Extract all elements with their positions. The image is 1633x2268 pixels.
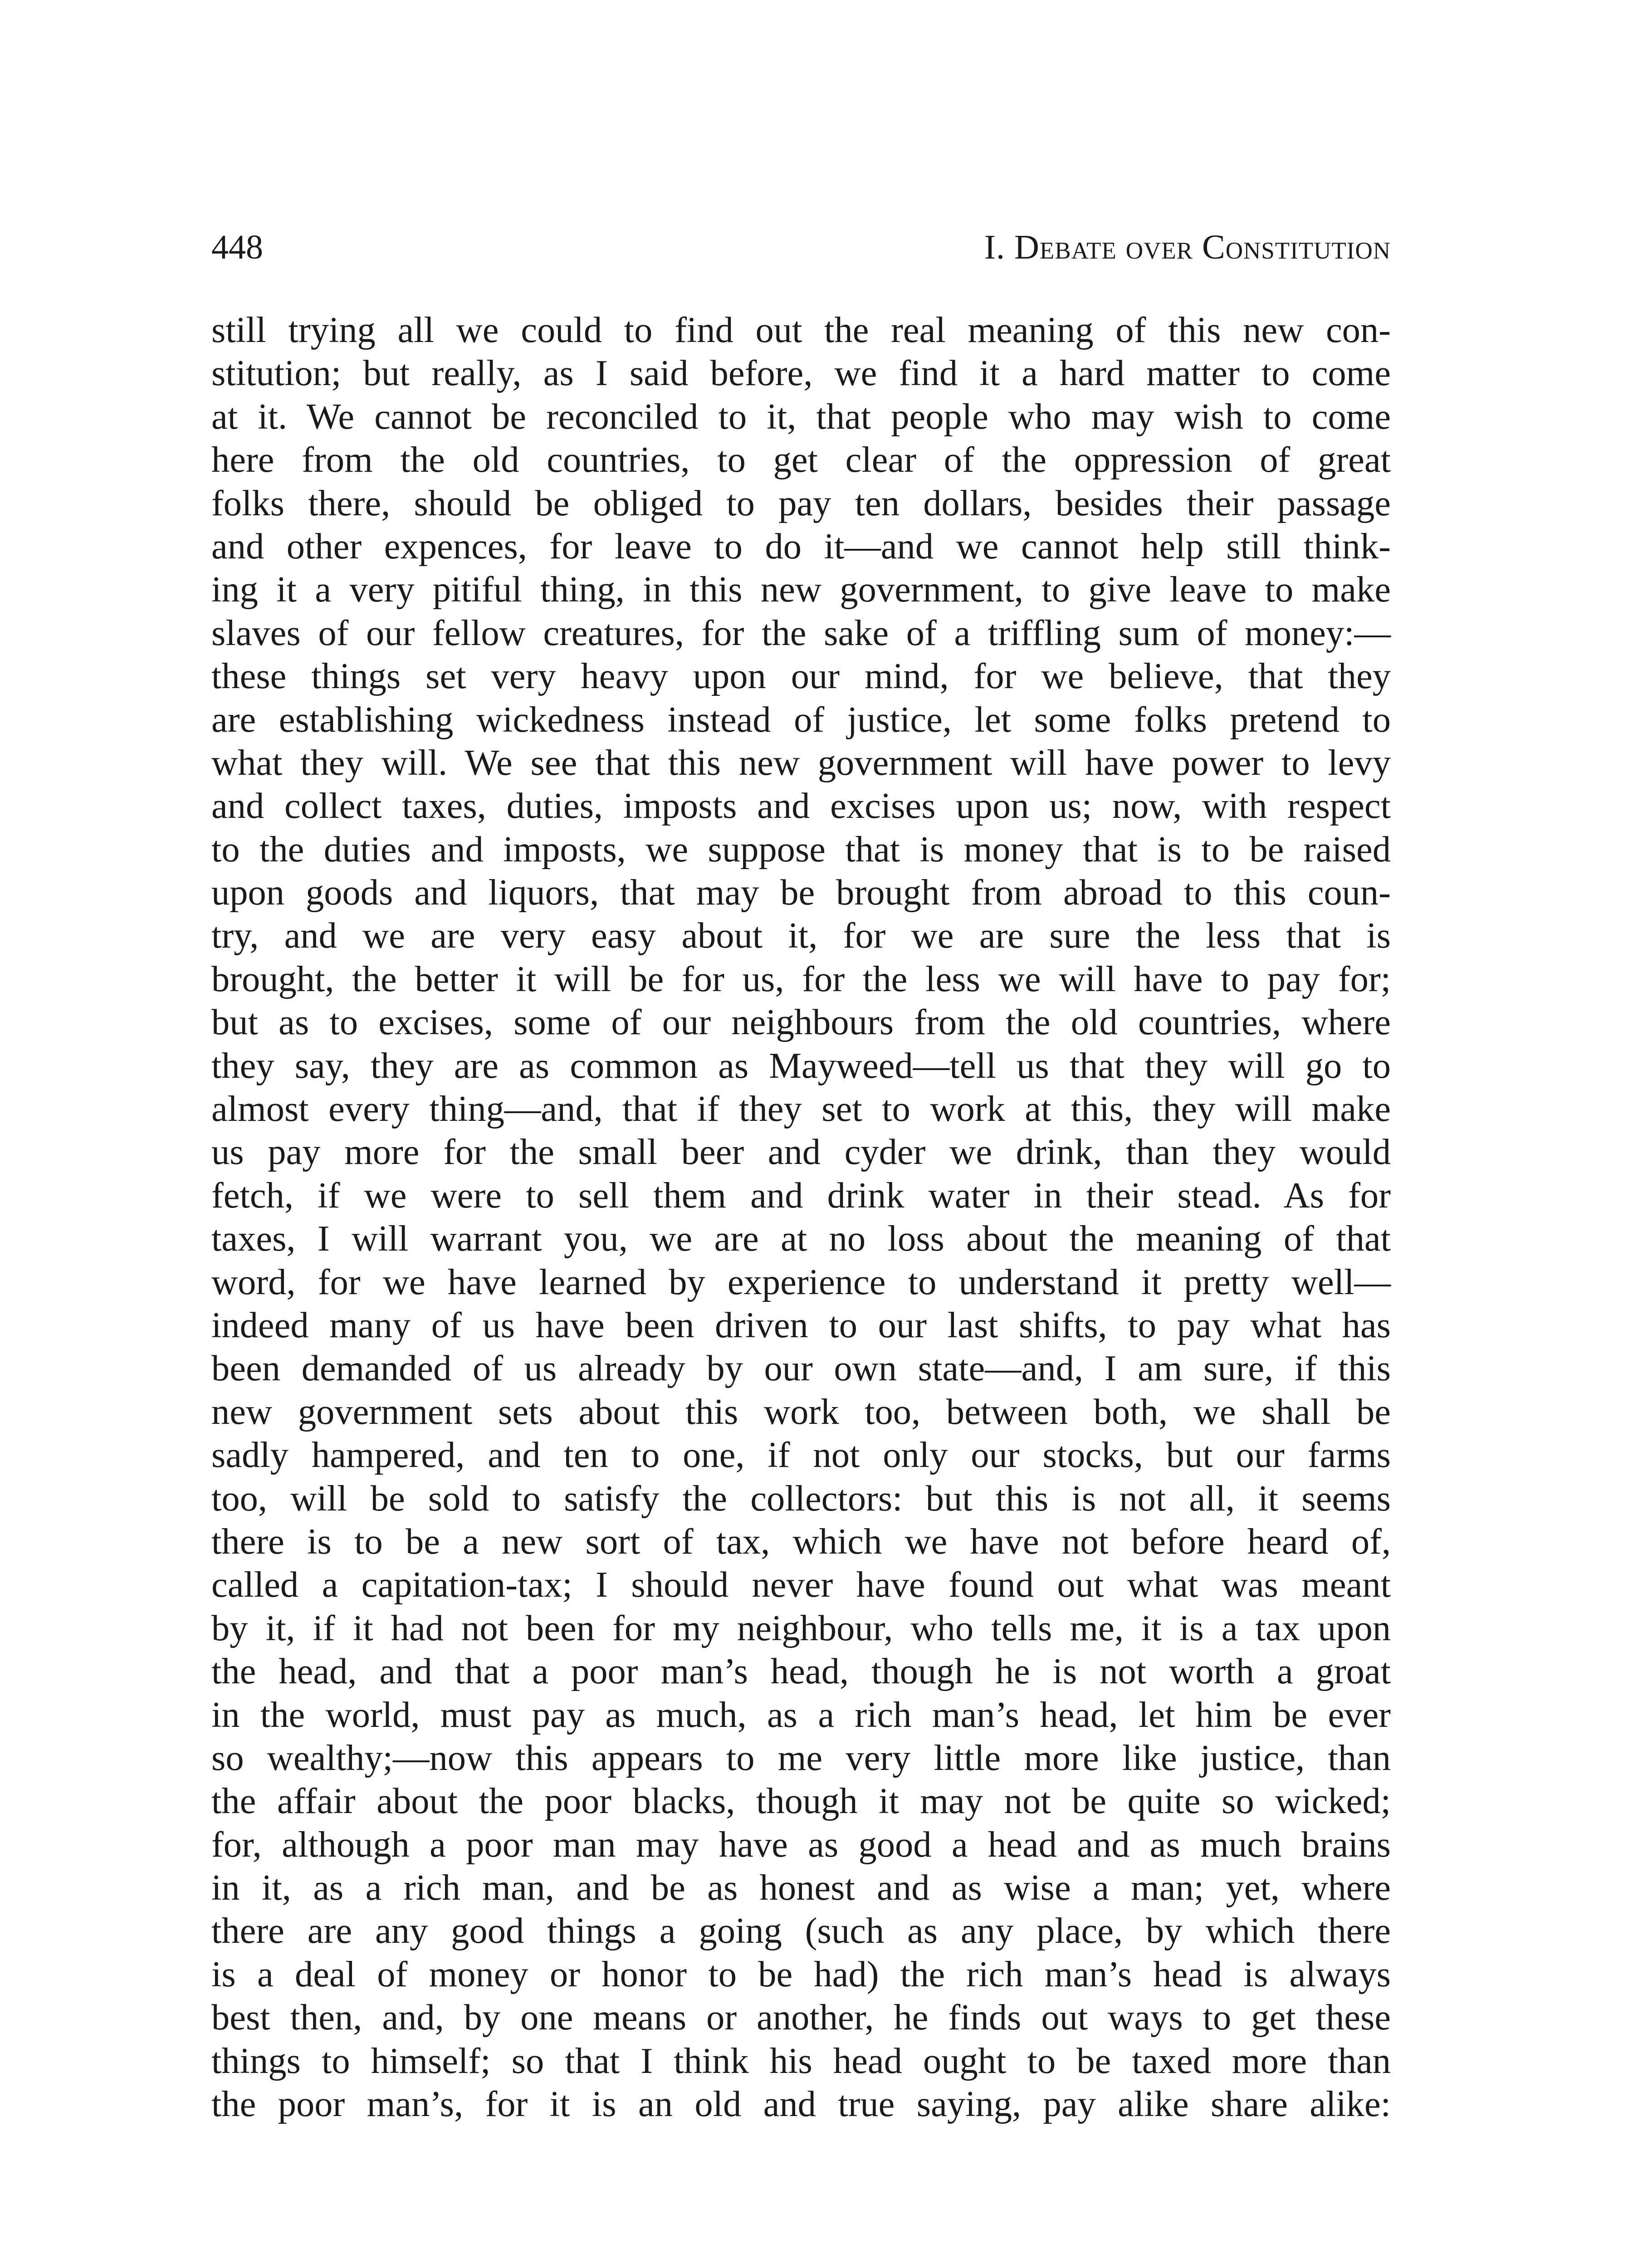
running-head <box>211 222 1391 272</box>
text-line: for, although a poor man may have as good a head and as much brains <box>211 1824 1391 1865</box>
text-line: so wealthy;—now this appears to me very little more like justice, than <box>211 1737 1391 1778</box>
text-line: there are any good things a going (such as any place, by which there <box>211 1911 1391 1951</box>
text-line: brought, the better it will be for us, for the less we will have to pay for; <box>211 958 1391 999</box>
text-line: ing it a very pitiful thing, in this new government, to give leave to make <box>211 569 1391 610</box>
text-line: what they will. We see that this new government will have power to levy <box>211 742 1391 783</box>
text-line: folks there, should be obliged to pay ten dollars, besides their passage <box>211 483 1391 523</box>
text-line: these things set very heavy upon our mind, for we believe, that they <box>211 656 1391 697</box>
text-line: taxes, I will warrant you, we are at no loss about the meaning of that <box>211 1218 1391 1259</box>
text-line: the head, and that a poor man’s head, though he is not worth a groat <box>211 1651 1391 1692</box>
text-line: to the duties and imposts, we suppose that is money that is to be raised <box>211 829 1391 870</box>
text-line: us pay more for the small beer and cyder we drink, than they would <box>211 1132 1391 1173</box>
text-line: try, and we are very easy about it, for we are sure the less that is <box>211 915 1391 956</box>
text-line: in the world, must pay as much, as a rich man’s head, let him be ever <box>211 1694 1391 1735</box>
text-line: word, for we have learned by experience to understand it pretty well— <box>211 1261 1391 1302</box>
text-line: fetch, if we were to sell them and drink water in their stead. As for <box>211 1175 1391 1216</box>
text-line: but as to excises, some of our neighbours from the old countries, where <box>211 1002 1391 1043</box>
text-line: at it. We cannot be reconciled to it, that people who may wish to come <box>211 396 1391 437</box>
text-line: the affair about the poor blacks, though it may not be quite so wicked; <box>211 1781 1391 1822</box>
section-title: I. Debate over Constitution <box>984 228 1391 266</box>
text-line: still trying all we could to find out the real meaning of this new con- <box>211 310 1391 350</box>
text-line: there is to be a new sort of tax, which we have not before heard of, <box>211 1521 1391 1562</box>
text-line: sadly hampered, and ten to one, if not only our stocks, but our farms <box>211 1435 1391 1476</box>
text-line: they say, they are as common as Mayweed—tell us that they will go to <box>211 1045 1391 1086</box>
text-line: almost every thing—and, that if they set to work at this, they will make <box>211 1089 1391 1129</box>
text-line: slaves of our fellow creatures, for the sake of a triffling sum of money:— <box>211 612 1391 653</box>
text-line: the poor man’s, for it is an old and true saying, pay alike share alike: <box>211 2084 1391 2125</box>
text-line: and other expences, for leave to do it—and we cannot help still think- <box>211 526 1391 567</box>
text-line: is a deal of money or honor to be had) the rich man’s head is always <box>211 1954 1391 1994</box>
body-paragraph <box>211 308 1391 2126</box>
text-line: too, will be sold to satisfy the collectors: but this is not all, it seems <box>211 1478 1391 1519</box>
page-number: 448 <box>211 228 263 266</box>
text-line: here from the old countries, to get clear of the oppression of great <box>211 440 1391 480</box>
text-line: been demanded of us already by our own state—and, I am sure, if this <box>211 1348 1391 1389</box>
text-line: new government sets about this work too, between both, we shall be <box>211 1391 1391 1432</box>
text-line: things to himself; so that I think his head ought to be taxed more than <box>211 2040 1391 2081</box>
text-line: stitution; but really, as I said before, we find it a hard matter to come <box>211 353 1391 394</box>
text-line: by it, if it had not been for my neighbour, who tells me, it is a tax upon <box>211 1608 1391 1648</box>
text-line: upon goods and liquors, that may be brought from abroad to this coun- <box>211 872 1391 913</box>
text-line: best then, and, by one means or another, he finds out ways to get these <box>211 1997 1391 2038</box>
text-line: and collect taxes, duties, imposts and excises upon us; now, with respect <box>211 786 1391 826</box>
text-line: are establishing wickedness instead of justice, let some folks pretend to <box>211 699 1391 740</box>
text-line: in it, as a rich man, and be as honest and as wise a man; yet, where <box>211 1867 1391 1908</box>
text-line: indeed many of us have been driven to our last shifts, to pay what has <box>211 1305 1391 1345</box>
text-line: called a capitation-tax; I should never have found out what was meant <box>211 1564 1391 1605</box>
